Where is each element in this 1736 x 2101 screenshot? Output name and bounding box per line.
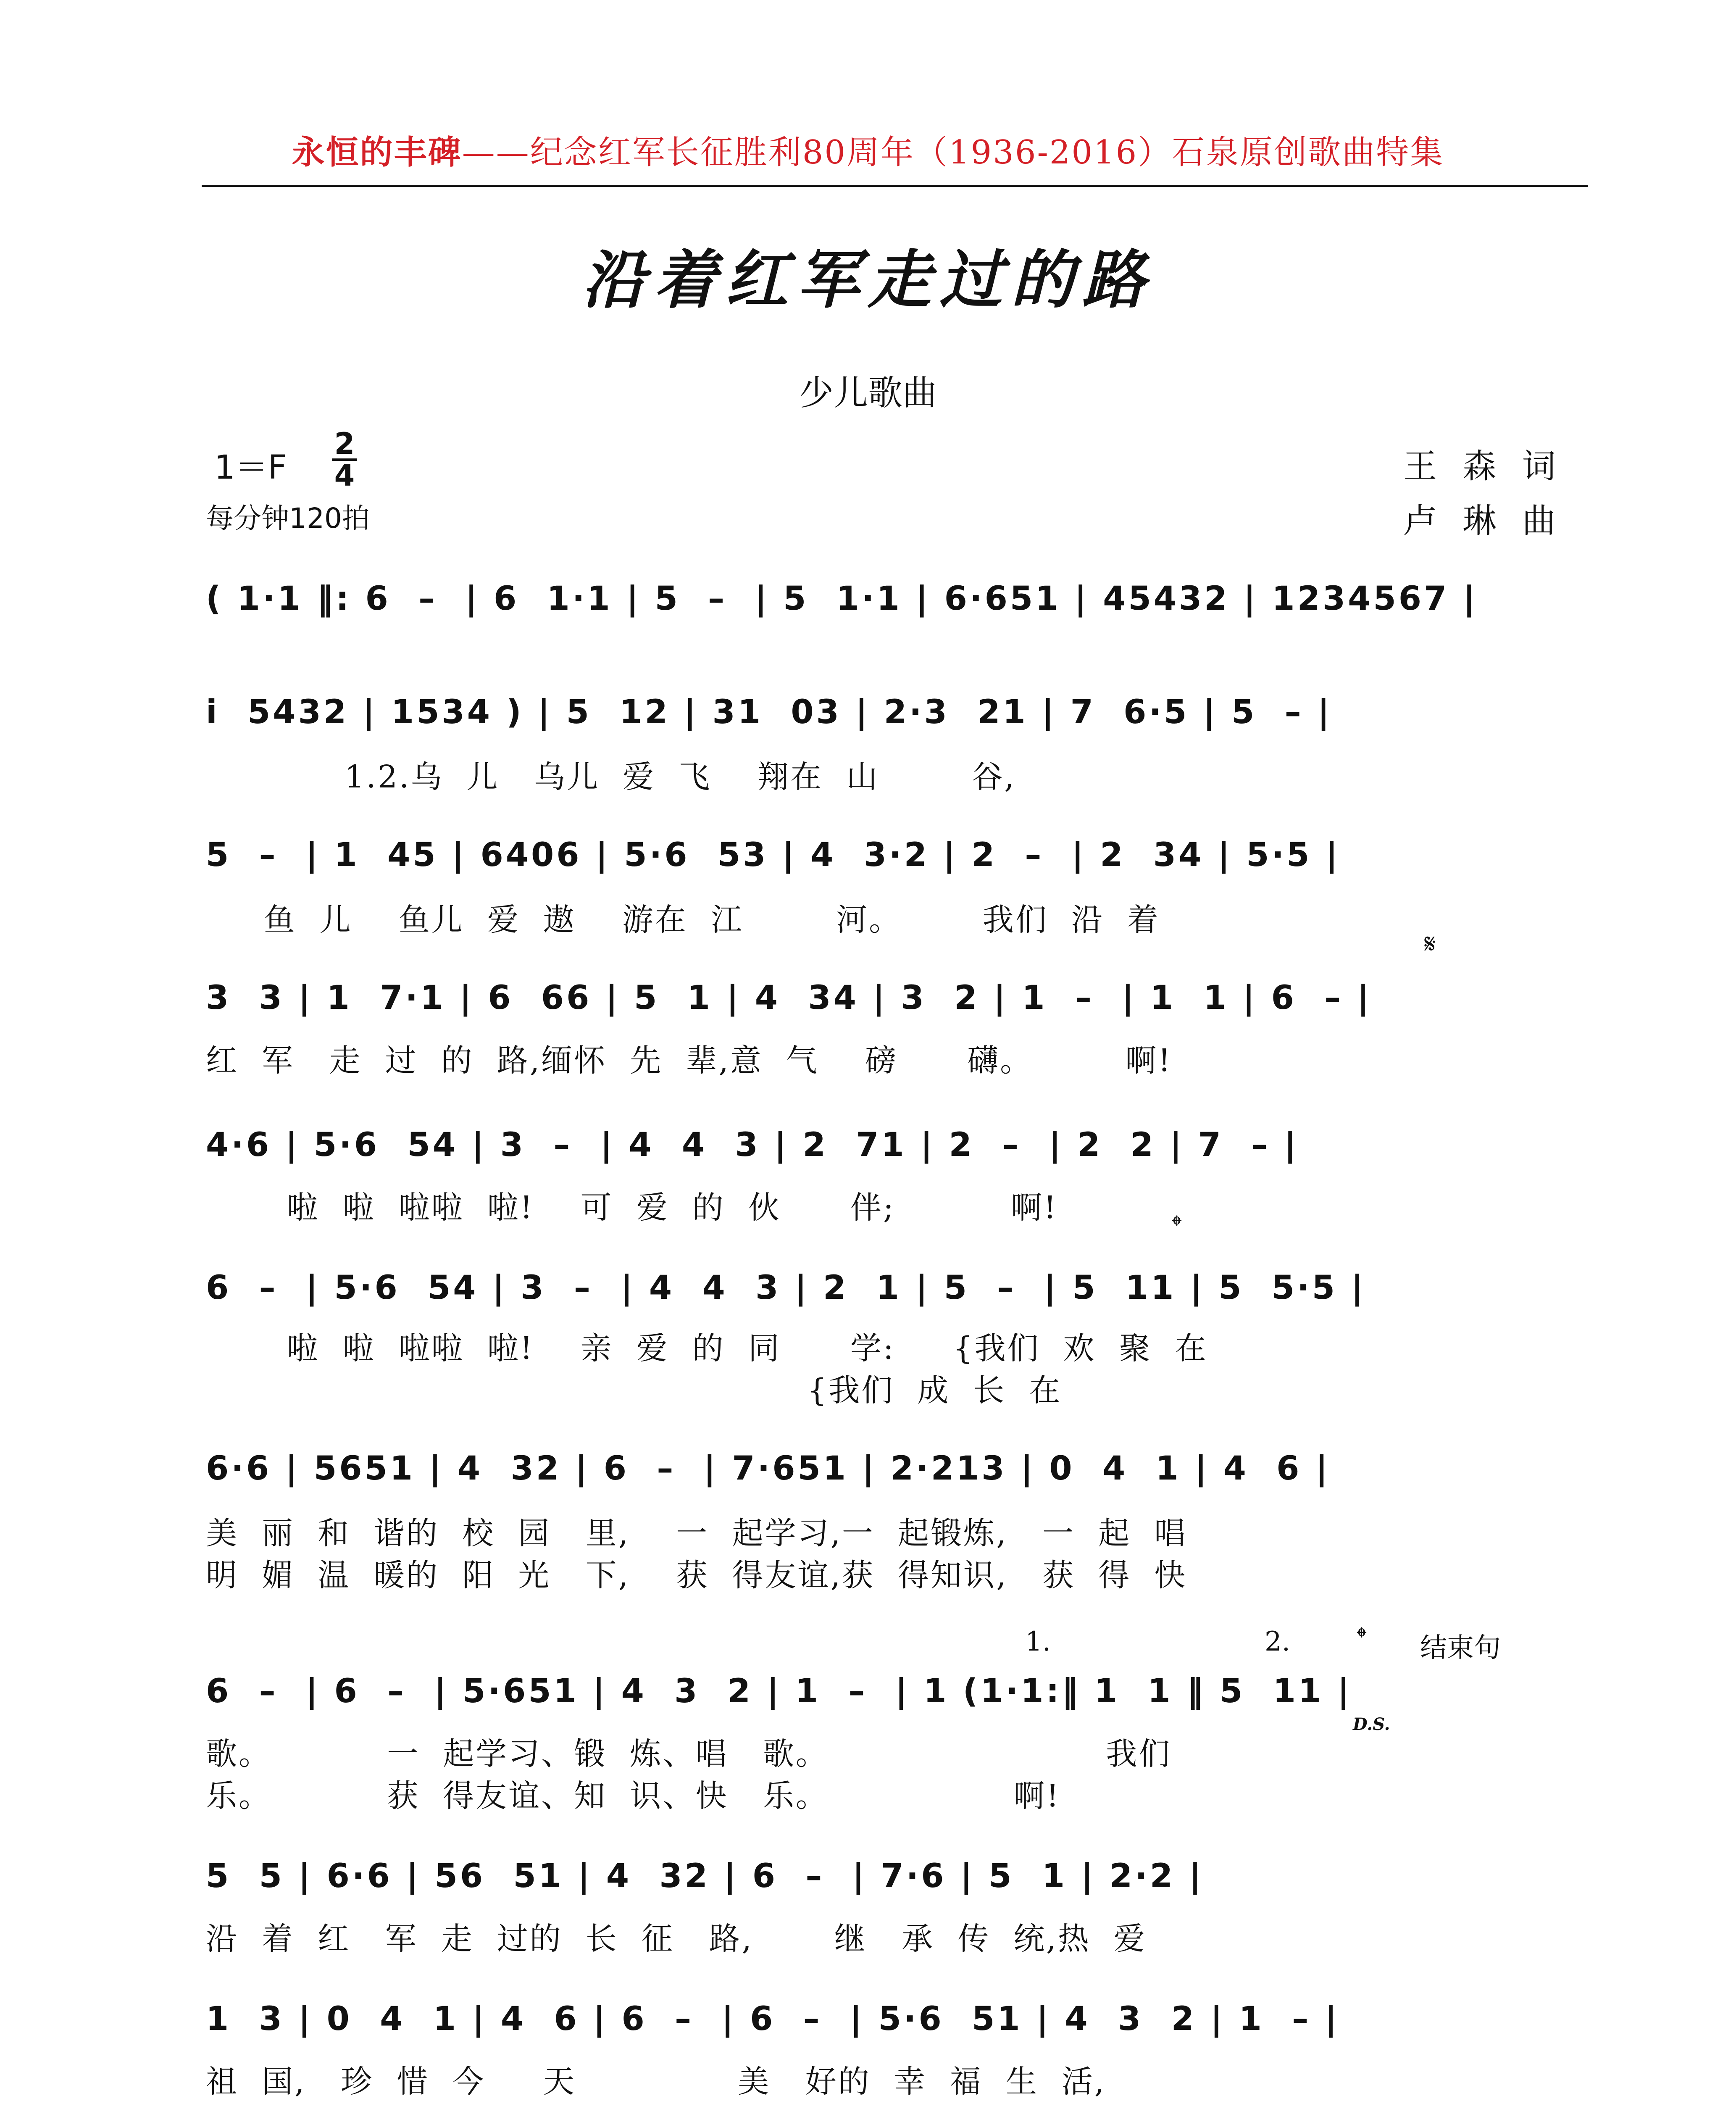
system-8-lyrics-2: 乐。 获 得友谊、知 识、快 乐。 啊! bbox=[206, 1778, 1060, 1814]
time-bottom: 4 bbox=[334, 458, 355, 493]
system-9-lyrics: 沿 着 红 军 走 过的 长 征 路, 继 承 传 统,热 爱 bbox=[206, 1921, 1147, 1957]
song-title: 沿着红军走过的路 bbox=[582, 243, 1154, 317]
system-10-notes: 1 3 | 0 4 1 | 4 6 | 6 – | 6 – | 5·6 51 | 4 3 2 | 1 – | bbox=[206, 2000, 1339, 2038]
volta-1: 1. bbox=[1025, 1626, 1051, 1657]
system-6-notes: 6 – | 5·6 54 | 3 – | 4 4 3 | 2 1 | 5 – | 5 11 | 5 5·5 | bbox=[206, 1269, 1366, 1307]
tempo-marking: 每分钟120拍 bbox=[206, 502, 370, 534]
series-subtitle: ——纪念红军长征胜利80周年（1936-2016）石泉原创歌曲特集 bbox=[462, 134, 1444, 171]
system-5-notes: 4·6 | 5·6 54 | 3 – | 4 4 3 | 2 71 | 2 – | 2 2 | 7 – | bbox=[206, 1126, 1299, 1164]
system-4-lyrics: 红 军 走 过 的 路,缅怀 先 辈,意 气 磅 礴。 啊! bbox=[206, 1043, 1173, 1079]
system-9-notes: 5 5 | 6·6 | 56 51 | 4 32 | 6 – | 7·6 | 5 1 | 2·2 | bbox=[206, 1857, 1204, 1895]
key-signature: 1＝F bbox=[214, 449, 287, 487]
system-1-notes: ( 1·1 ‖: 6 – | 6 1·1 | 5 – | 5 1·1 | 6·651 | 45432 | 1234567 | bbox=[206, 580, 1478, 618]
time-top: 2 bbox=[334, 427, 355, 461]
dal-segno: D.S. bbox=[1353, 1714, 1390, 1734]
segno-mark: 𝄋 bbox=[1424, 929, 1436, 960]
series-title: 永恒的丰碑 bbox=[292, 133, 462, 171]
system-2-lyrics: 1.2.乌 儿 乌儿 爱 飞 翔在 山 谷, bbox=[206, 759, 1016, 795]
system-8-notes: 6 – | 6 – | 5·651 | 4 3 2 | 1 – | 1 (1·1:‖ 1 1 ‖ 5 11 | bbox=[206, 1672, 1352, 1710]
system-7-lyrics-1: 美 丽 和 谐的 校 园 里, 一 起学习,一 起锻炼, 一 起 唱 bbox=[206, 1515, 1187, 1551]
system-4-notes: 3 3 | 1 7·1 | 6 66 | 5 1 | 4 34 | 3 2 | 1 – | 1 1 | 6 – | bbox=[206, 979, 1372, 1017]
coda-mark-2: 𝄌 bbox=[1357, 1622, 1367, 1653]
header-rule bbox=[202, 185, 1588, 187]
system-2-notes: i 5432 | 1534 ) | 5 12 | 31 03 | 2·3 21 | 7 6·5 | 5 – | bbox=[206, 693, 1332, 731]
ending-label: 结束句 bbox=[1420, 1632, 1501, 1664]
system-6-lyrics-1: 啦 啦 啦啦 啦! 亲 爱 的 同 学: {我们 欢 聚 在 bbox=[206, 1330, 1208, 1366]
composer-credit: 卢 琳 曲 bbox=[1403, 501, 1563, 540]
system-7-lyrics-2: 明 媚 温 暖的 阳 光 下, 获 得友谊,获 得知识, 获 得 快 bbox=[206, 1557, 1187, 1593]
volta-2: 2. bbox=[1265, 1626, 1291, 1657]
system-5-lyrics: 啦 啦 啦啦 啦! 可 爱 的 伙 伴; 啊! bbox=[206, 1190, 1058, 1226]
system-3-notes: 5 – | 1 45 | 6406 | 5·6 53 | 4 3·2 | 2 – | 2 34 | 5·5 | bbox=[206, 836, 1341, 874]
coda-mark: 𝄌 bbox=[1172, 1210, 1182, 1241]
system-6-lyrics-2: {我们 成 长 在 bbox=[206, 1372, 1062, 1409]
system-3-lyrics: 鱼 儿 鱼儿 爱 遨 游在 江 河。 我们 沿 着 bbox=[206, 902, 1160, 938]
series-header bbox=[0, 126, 1736, 173]
lyricist-credit: 王 森 词 bbox=[1403, 447, 1563, 486]
system-7-notes: 6·6 | 5651 | 4 32 | 6 – | 7·651 | 2·213 | 0 4 1 | 4 6 | bbox=[206, 1450, 1331, 1488]
system-10-lyrics: 祖 国, 珍 惜 今 天 美 好的 幸 福 生 活, bbox=[206, 2064, 1106, 2100]
time-signature bbox=[332, 427, 357, 493]
system-8-lyrics-1: 歌。 一 起学习、锻 炼、唱 歌。 我们 bbox=[206, 1736, 1172, 1772]
song-genre: 少儿歌曲 bbox=[799, 373, 937, 413]
